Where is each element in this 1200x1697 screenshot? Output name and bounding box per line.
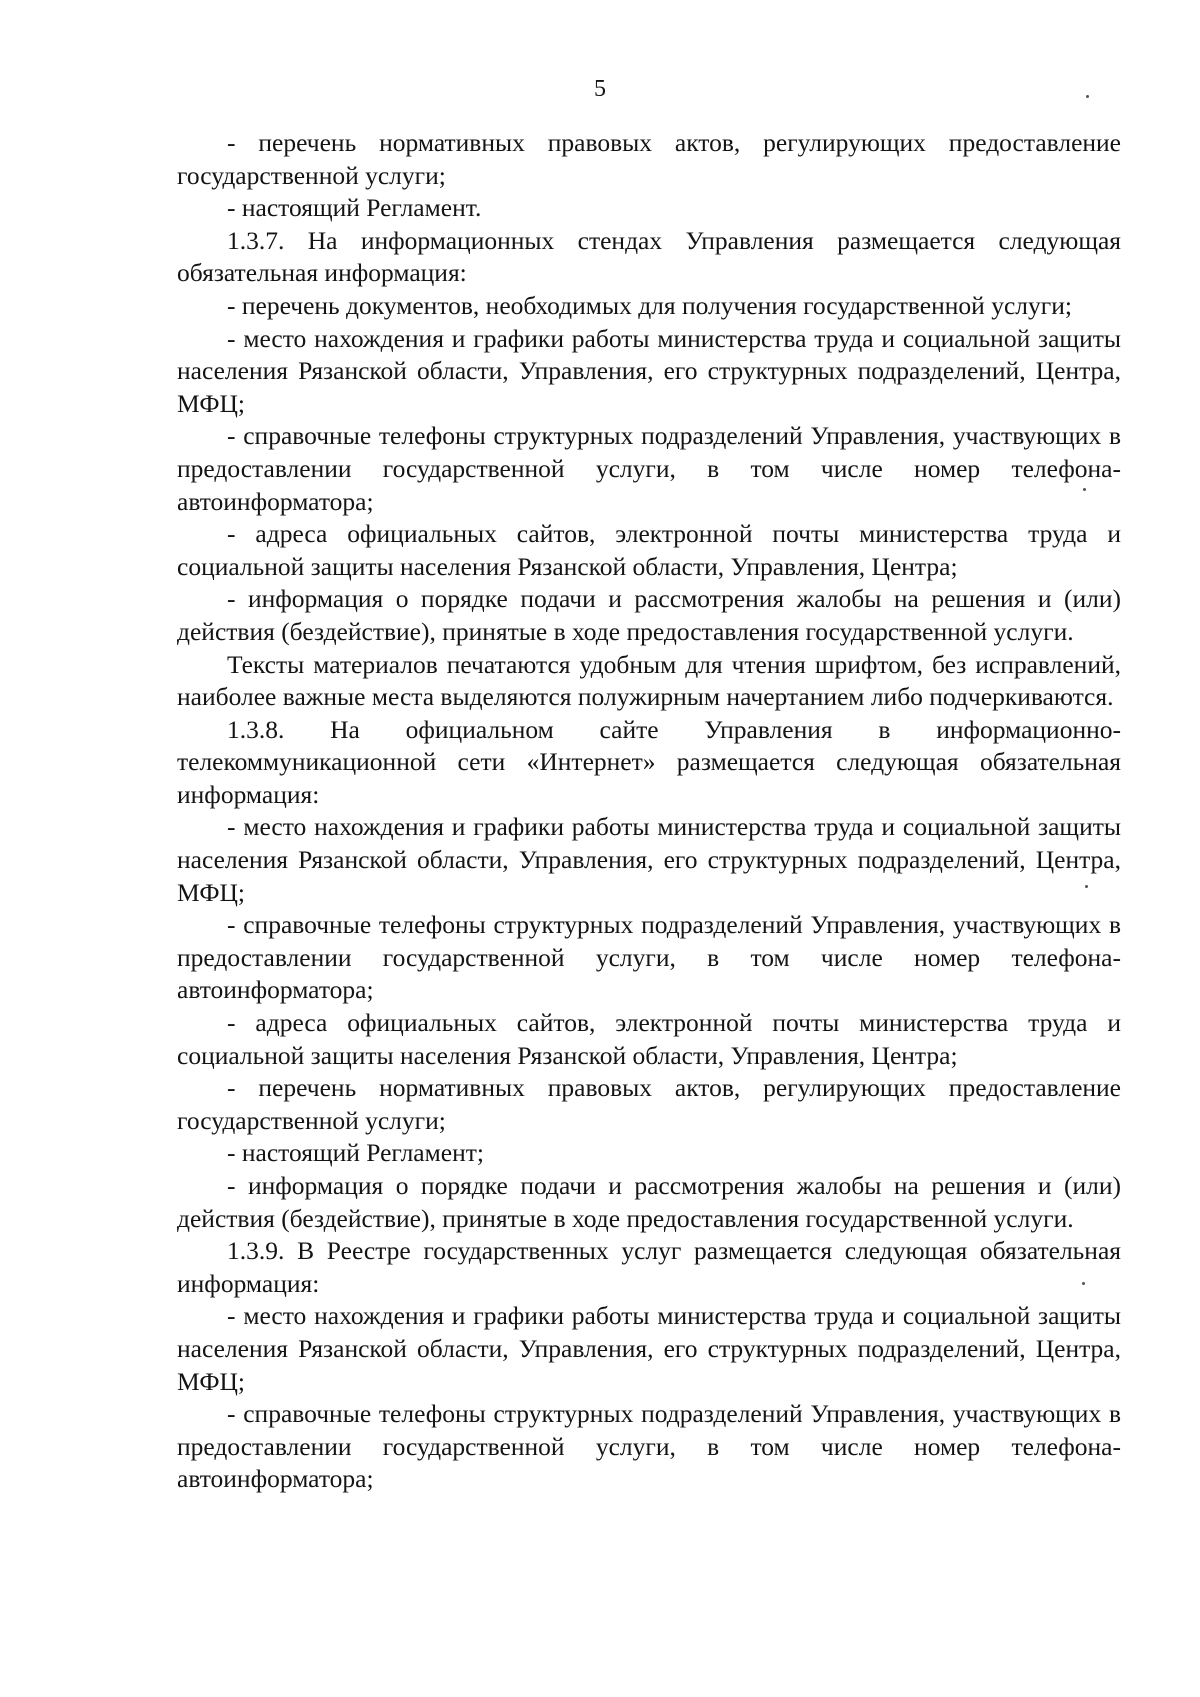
paragraph: - информация о порядке подачи и рассмотрения жалобы на решения и (или) действия (бездействие), принятые в ходе предоставления государственной услуги. (177, 584, 1121, 646)
paragraph: - перечень документов, необходимых для получения государственной услуги; (227, 290, 1072, 320)
paragraph: Тексты материалов печатаются удобным для чтения шрифтом, без исправлений, наиболее важные места выделяются полужирным начертанием либо подчеркиваются. (177, 649, 1121, 712)
paragraph: - настоящий Регламент. (227, 193, 482, 223)
section-paragraph: 1.3.8. На официальном сайте Управления в информационно-телекоммуникационной сети «Интернет» размещается следующая обязательная информация: (177, 714, 1121, 809)
scan-speck (1082, 1282, 1085, 1285)
paragraph: - перечень нормативных правовых актов, регулирующих предоставление государственной услуги; (177, 1073, 1121, 1135)
paragraph: - справочные телефоны структурных подразделений Управления, участвующих в предоставлении государственной услуги, в том числе номер телефона-автоинформатора; (177, 1399, 1121, 1494)
scan-speck (1083, 488, 1086, 491)
section-paragraph: 1.3.7. На информационных стендах Управления размещается следующая обязательная информация: (177, 225, 1121, 288)
scan-speck (1085, 885, 1088, 888)
paragraph: - справочные телефоны структурных подразделений Управления, участвующих в предоставлении государственной услуги, в том числе номер телефона-автоинформатора; (177, 910, 1121, 1005)
page-number: 5 (594, 76, 606, 102)
paragraph: - информация о порядке подачи и рассмотрения жалобы на решения и (или) действия (бездействие), принятые в ходе предоставления государственной услуги. (177, 1171, 1121, 1233)
document-body (177, 127, 1121, 1496)
section-paragraph: 1.3.9. В Реестре государственных услуг размещается следующая обязательная информация: (177, 1236, 1121, 1298)
paragraph: - место нахождения и графики работы министерства труда и социальной защиты населения Рязанской области, Управления, его структурных подразделений, Центра, МФЦ; (177, 323, 1121, 418)
paragraph: - место нахождения и графики работы министерства труда и социальной защиты населения Рязанской области, Управления, его структурных подразделений, Центра, МФЦ; (177, 1301, 1121, 1396)
paragraph: - настоящий Регламент; (227, 1138, 484, 1168)
paragraph: - адреса официальных сайтов, электронной почты министерства труда и социальной защиты населения Рязанской области, Управления, Центра; (177, 1008, 1121, 1070)
paragraph: - справочные телефоны структурных подразделений Управления, участвующих в предоставлении государственной услуги, в том числе номер телефона-автоинформатора; (177, 421, 1121, 516)
paragraph: - место нахождения и графики работы министерства труда и социальной защиты населения Рязанской области, Управления, его структурных подразделений, Центра, МФЦ; (177, 812, 1121, 907)
paragraph: - адреса официальных сайтов, электронной почты министерства труда и социальной защиты населения Рязанской области, Управления, Центра; (177, 519, 1121, 581)
paragraph: - перечень нормативных правовых актов, регулирующих предоставление государственной услуги; (177, 128, 1121, 190)
scan-speck (1086, 95, 1089, 98)
